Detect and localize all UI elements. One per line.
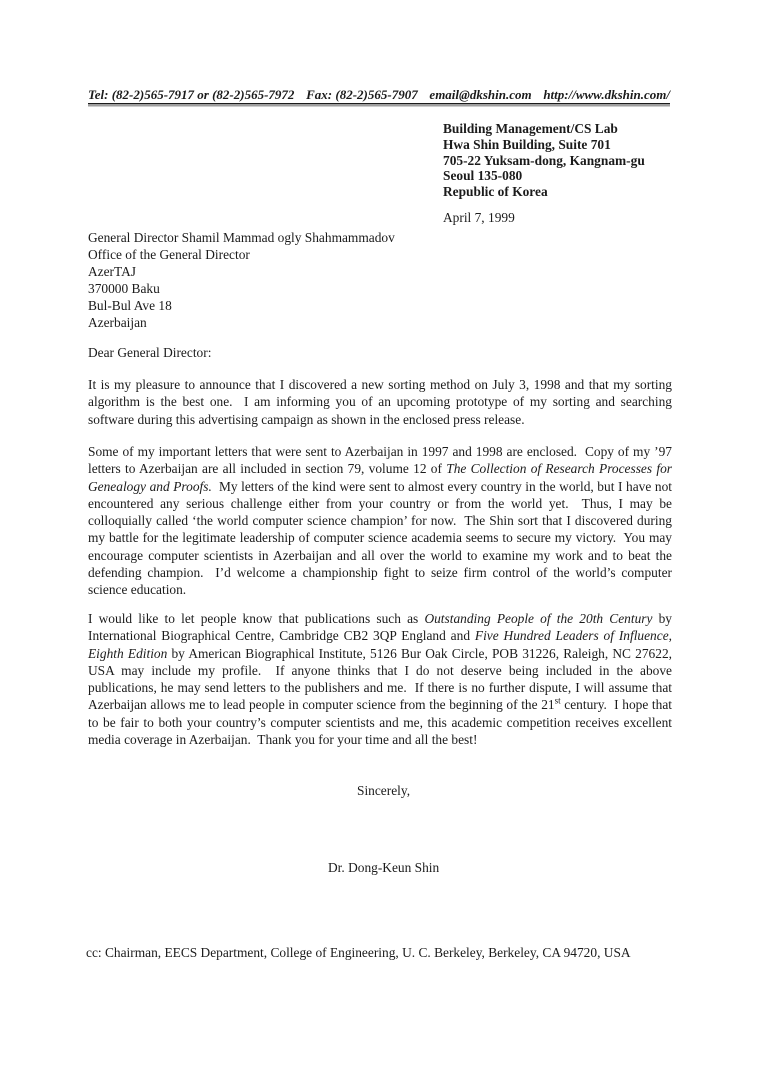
sender-address-line: Building Management/CS Lab — [443, 121, 618, 136]
letterhead-email: email@dkshin.com — [429, 87, 532, 102]
sender-address-line: Seoul 135-080 — [443, 168, 523, 184]
sender-address-line: 705-22 Yuksam-dong, Kangnam-gu — [443, 152, 645, 168]
valediction: Sincerely, — [357, 783, 411, 798]
letter-date: April 7, 1999 — [443, 210, 515, 225]
letterhead-website: http://www.dkshin.com/ — [543, 87, 670, 102]
recipient-address-line: 370000 Baku — [88, 281, 160, 296]
sender-address — [443, 121, 645, 200]
recipient-address — [88, 229, 395, 331]
letterhead — [88, 87, 670, 104]
recipient-address-line: General Director Shamil Mammad ogly Shahmammadov — [88, 230, 395, 245]
cc-line: cc: Chairman, EECS Department, College of Engineering, U. C. Berkeley, Berkeley, CA 94720, USA — [86, 945, 631, 960]
recipient-address-line: AzerTAJ — [88, 264, 137, 279]
salutation: Dear General Director: — [88, 345, 212, 360]
body-paragraph-2: Some of my important letters that were sent to Azerbaijan in 1997 and 1998 are enclosed. Copy of my ’97 letters to Azerbaijan are all included in section 79, volume 12 of The Collection of Research Processes for Genealogy and Proofs. My letters of the kind were sent to almost every country in the world, but I have not encountered any serious challenge either from your country or from the world yet. Thus, I may be colloquially called ‘the world computer science champion’ for now. The Shin sort that I discovered during my battle for the legitimate leadership of computer science academia seems to secure my victory. You may encourage computer scientists in Azerbaijan and all over the world to examine my work and to beat the defending champion. I’d welcome a championship fight to seize firm control of the world’s computer science education. — [88, 444, 672, 598]
signature-name: Dr. Dong-Keun Shin — [328, 860, 440, 875]
recipient-address-line: Azerbaijan — [88, 315, 147, 330]
letterhead-fax: Fax: (82-2)565-7907 — [306, 87, 418, 102]
recipient-address-line: Office of the General Director — [88, 247, 250, 262]
recipient-address-line: Bul-Bul Ave 18 — [88, 298, 172, 313]
letterhead-tel: Tel: (82-2)565-7917 or (82-2)565-7972 — [88, 87, 295, 102]
sender-address-line: Hwa Shin Building, Suite 701 — [443, 136, 611, 152]
body-paragraph-3: I would like to let people know that publications such as Outstanding People of the 20th Century by International Biographical Centre, Cambridge CB2 3QP England and Five Hundred Leaders of Influence, Eighth Edition by American Biographical Institute, 5126 Bur Oak Circle, POB 31226, Raleigh, NC 27622, USA may include my profile. If anyone thinks that I do not deserve being included in the above publications, he may send letters to the publishers and me. If there is no further dispute, I will assume that Azerbaijan allows me to lead people in computer science from the beginning of the 21st century. I hope that to be fair to both your country’s computer scientists and me, this academic competition receives excellent media coverage in Azerbaijan. Thank you for your time and all the best! — [88, 611, 673, 748]
sender-address-line: Republic of Korea — [443, 184, 548, 200]
body-paragraph-1: It is my pleasure to announce that I discovered a new sorting method on July 3, 1998 and that my sorting algorithm is the best one. I am informing you of an upcoming prototype of my sorting and searching software during this advertising campaign as shown in the enclosed press release. — [88, 377, 672, 427]
